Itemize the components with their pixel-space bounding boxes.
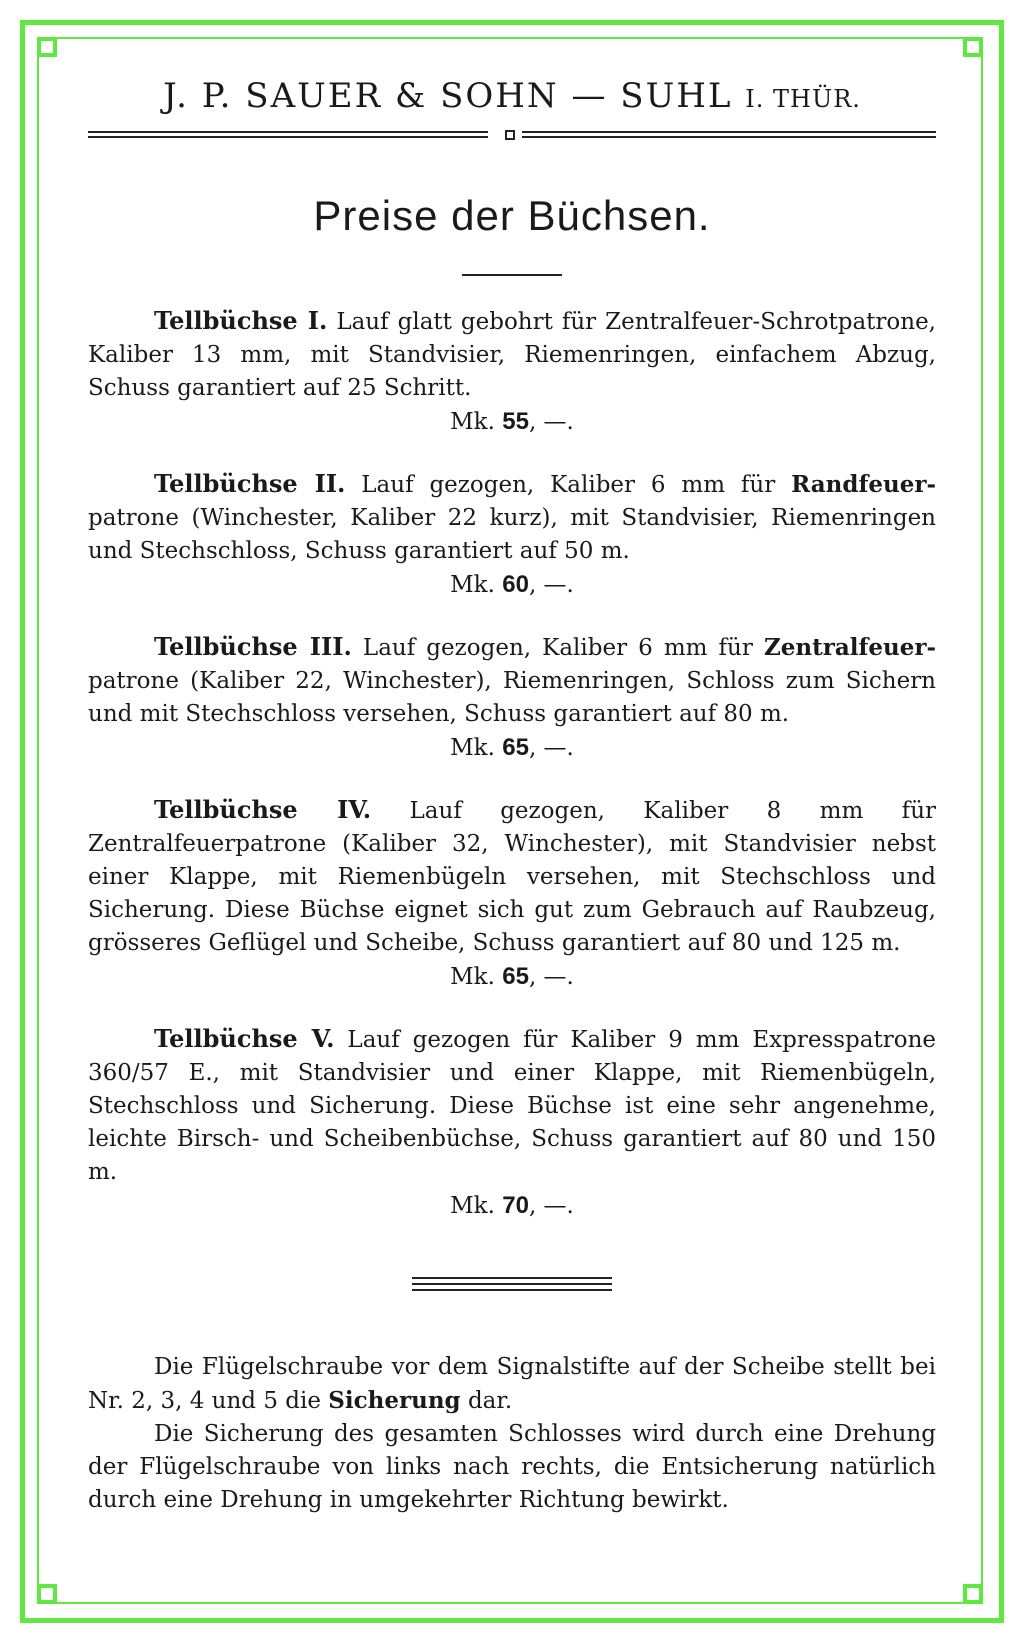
note-text-post: dar. bbox=[467, 1388, 513, 1414]
rifle-entry-3 bbox=[88, 630, 936, 765]
price-amount: 65 bbox=[502, 963, 529, 990]
note-paragraph-2: Die Sicherung des gesamten Schlosses wird durch eine Drehung der Flügelschraube von links nach rechts, die Entsicherung natürlich durch eine Drehung in umgekehrter Richtung bewirkt. bbox=[88, 1421, 936, 1513]
price-suffix: , —. bbox=[528, 409, 574, 435]
entry-name: Tellbüchse IV. bbox=[154, 795, 372, 824]
city-name: SUHL bbox=[620, 76, 733, 116]
letterhead bbox=[88, 76, 936, 116]
section-divider bbox=[412, 1277, 612, 1291]
entry-name: Tellbüchse V. bbox=[154, 1024, 335, 1053]
price-prefix: Mk. bbox=[450, 572, 495, 598]
price-suffix: , —. bbox=[528, 735, 574, 761]
entry-text-pre: Lauf gezogen, Kaliber 6 mm für bbox=[362, 635, 753, 661]
entry-text: Lauf gezogen für Kaliber 9 mm Expresspatrone 360/57 E., mit Standvisier und einer Klappe, mit Riemenbügeln, Stechschloss und Sicherung. Diese Büchse ist eine sehr angenehme, leichte Birsch- und Scheibenbüchse, Schuss garantiert auf 80 und 150 m. bbox=[88, 1027, 937, 1185]
frame-corner-top-left bbox=[37, 37, 57, 57]
entry-price bbox=[88, 960, 936, 994]
ornament-rule-right bbox=[522, 131, 936, 138]
entry-description bbox=[88, 304, 936, 405]
price-suffix: , —. bbox=[528, 1193, 574, 1219]
entry-text-post: patrone (Kaliber 22, Winchester), Riemenringen, Schloss zum Sichern und mit Stechschloss versehen, Schuss garantiert auf 80 m. bbox=[88, 668, 936, 727]
rifle-entry-4 bbox=[88, 793, 936, 994]
region-name: I. THÜR. bbox=[745, 85, 861, 113]
price-amount: 70 bbox=[502, 1192, 529, 1219]
price-suffix: , —. bbox=[528, 572, 574, 598]
entry-price bbox=[88, 405, 936, 439]
entry-description bbox=[88, 630, 936, 731]
entry-text-emphasis: Randfeuer- bbox=[791, 471, 936, 498]
entry-text: Lauf gezogen, Kaliber 8 mm für Zentralfeuerpatrone (Kaliber 32, Winchester), mit Standvisier nebst einer Klappe, mit Riemenbügeln versehen, mit Stechschloss und Sicherung. Diese Büchse eignet sich gut zum Gebrauch auf Raubzeug, grösseres Geflügel und Scheibe, Schuss garantiert auf 80 und 125 m. bbox=[88, 798, 937, 956]
entry-name: Tellbüchse I. bbox=[154, 306, 328, 335]
entry-price bbox=[88, 1189, 936, 1223]
price-amount: 65 bbox=[502, 734, 529, 761]
price-amount: 55 bbox=[502, 408, 529, 435]
note-text-emphasis: Sicherung bbox=[328, 1387, 461, 1414]
page-title: Preise der Büchsen. bbox=[313, 192, 711, 239]
rifle-entry-5 bbox=[88, 1022, 936, 1223]
ornament-center-square bbox=[505, 130, 515, 140]
price-amount: 60 bbox=[502, 571, 529, 598]
entry-description bbox=[88, 1022, 936, 1189]
safety-notes bbox=[88, 1351, 936, 1517]
company-name: J. P. SAUER & SOHN bbox=[163, 76, 559, 116]
frame-corner-bottom-left bbox=[37, 1584, 57, 1604]
letterhead-ornament bbox=[88, 128, 936, 142]
price-prefix: Mk. bbox=[450, 409, 495, 435]
entry-description bbox=[88, 793, 936, 960]
note-paragraph-1 bbox=[88, 1351, 936, 1418]
title-divider bbox=[462, 274, 562, 276]
entry-text-pre: Lauf gezogen, Kaliber 6 mm für bbox=[361, 472, 776, 498]
ornament-rule-left bbox=[88, 131, 488, 138]
price-prefix: Mk. bbox=[450, 964, 495, 990]
entry-name: Tellbüchse II. bbox=[154, 469, 346, 498]
rifle-entry-2 bbox=[88, 467, 936, 602]
header-dash: — bbox=[571, 76, 608, 116]
rifle-entry-1 bbox=[88, 304, 936, 439]
page-content bbox=[88, 70, 936, 1517]
note-text-pre: Die Flügelschraube vor dem Signalstifte auf der Scheibe stellt bei Nr. 2, 3, 4 und 5 die bbox=[88, 1354, 936, 1414]
frame-corner-top-right bbox=[963, 37, 983, 57]
entry-price bbox=[88, 731, 936, 765]
price-prefix: Mk. bbox=[450, 1193, 495, 1219]
entry-text-emphasis: Zentralfeuer- bbox=[763, 634, 937, 661]
frame-corner-bottom-right bbox=[963, 1584, 983, 1604]
entry-name: Tellbüchse III. bbox=[154, 632, 352, 661]
entry-text: Lauf glatt gebohrt für Zentralfeuer-Schrotpatrone, Kaliber 13 mm, mit Standvisier, Riemenringen, einfachem Abzug, Schuss garantiert auf 25 Schritt. bbox=[88, 309, 936, 401]
price-prefix: Mk. bbox=[450, 735, 495, 761]
entry-price bbox=[88, 568, 936, 602]
entry-text-post: patrone (Winchester, Kaliber 22 kurz), mit Standvisier, Riemenringen und Stechschloss, Schuss garantiert auf 50 m. bbox=[88, 505, 936, 564]
price-suffix: , —. bbox=[528, 964, 574, 990]
entry-description bbox=[88, 467, 936, 568]
